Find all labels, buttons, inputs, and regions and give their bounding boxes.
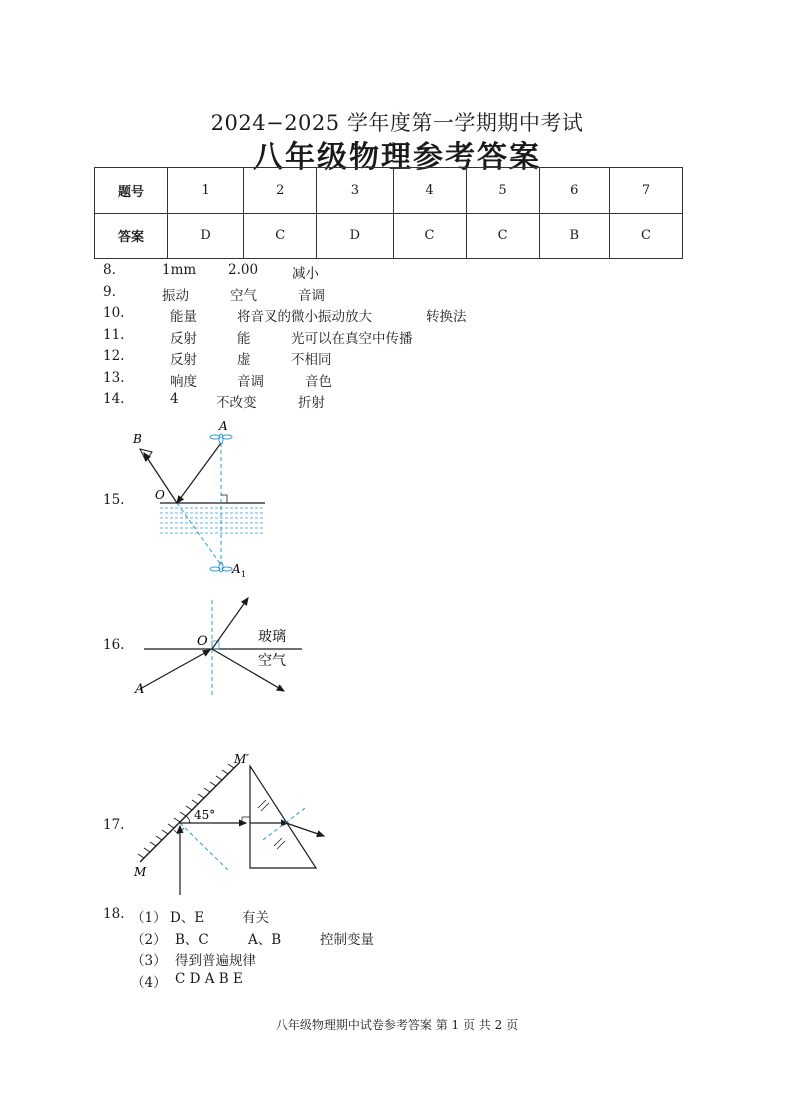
answer-part: 响度 — [170, 374, 197, 390]
answer-part: 控制变量 — [320, 932, 374, 948]
virtual-ray-line — [177, 503, 221, 565]
angle-label: 45° — [194, 808, 216, 822]
table-header-answer: 答案 — [95, 213, 168, 259]
question-number: 12. — [103, 348, 125, 364]
table-cell: D — [168, 213, 244, 259]
answer-part: A、B — [248, 932, 282, 948]
table-cell: B — [539, 213, 609, 259]
answer-part: 反射 — [170, 352, 197, 368]
answer-part: 转换法 — [426, 309, 467, 325]
question-number: 11. — [103, 327, 125, 343]
question-number: 18. — [103, 906, 125, 922]
question-number: 10. — [103, 305, 125, 321]
answer-part: 空气 — [230, 288, 257, 304]
answer-part: 能量 — [170, 309, 197, 325]
answer-part: 有关 — [242, 910, 269, 926]
table-cell: 6 — [539, 168, 609, 214]
answer-key-title: 八年级物理参考答案 — [253, 140, 541, 175]
answer-part: 得到普遍规律 — [175, 953, 256, 969]
table-cell: 2 — [244, 168, 317, 214]
question-number: 14. — [103, 391, 125, 407]
answer-part: 反射 — [170, 331, 197, 347]
table-cell: 7 — [609, 168, 682, 214]
answer-part: 虚 — [237, 352, 251, 368]
table-cell: 1 — [168, 168, 244, 214]
label-A1: A — [232, 562, 241, 576]
mirror-normal-dashed-line — [180, 823, 228, 870]
table-row — [95, 168, 683, 214]
table-cell: C — [609, 213, 682, 259]
sub-label: （4） — [131, 975, 167, 991]
answer-part: 不相同 — [291, 352, 332, 368]
figure-17-mirror-prism-diagram — [128, 750, 338, 900]
glass-prism — [250, 766, 316, 868]
table-cell: C — [393, 213, 466, 259]
answer-part: B、C — [175, 932, 209, 948]
question-number-15: 15. — [103, 492, 125, 508]
label-A: A — [219, 419, 228, 433]
answer-part: 1mm — [162, 262, 197, 278]
table-cell: 4 — [393, 168, 466, 214]
figure-16-refraction-diagram — [130, 594, 310, 704]
answer-part: 折射 — [298, 395, 325, 411]
label-B: B — [133, 432, 142, 446]
table-cell: D — [317, 213, 393, 259]
exam-title: 2024−2025 学年度第一学期期中考试 — [210, 111, 584, 135]
answer-part: 能 — [237, 331, 251, 347]
label-A: A — [135, 682, 145, 697]
glass-texture — [258, 800, 285, 849]
right-angle-mark — [242, 817, 250, 823]
incident-ray — [177, 443, 221, 503]
table-header-number: 题号 — [95, 168, 168, 214]
water-dashed-lines — [160, 508, 265, 533]
label-O: O — [197, 634, 208, 649]
answer-part: 将音叉的微小振动放大 — [237, 309, 372, 325]
page-footer: 八年级物理期中试卷参考答案 第 1 页 共 2 页 — [275, 1018, 519, 1032]
label-A1-subscript: 1 — [241, 570, 247, 579]
plane-mirror — [140, 762, 240, 862]
question-number: 9. — [103, 284, 116, 300]
sub-label: （2） — [131, 932, 167, 948]
answer-part: 2.00 — [228, 262, 259, 278]
dragonfly-icon — [210, 434, 232, 444]
answer-part: C D A B E — [175, 971, 243, 987]
table-cell: C — [466, 213, 539, 259]
answer-part: 振动 — [162, 288, 189, 304]
table-cell: 5 — [466, 168, 539, 214]
answer-part: 音调 — [298, 288, 325, 304]
sub-label: （1） — [131, 910, 167, 926]
right-angle-mark — [221, 495, 227, 503]
table-cell: 3 — [317, 168, 393, 214]
prism-normal-dashed-line — [263, 808, 305, 840]
answer-part: 音调 — [237, 374, 264, 390]
answer-part: 光可以在真空中传播 — [291, 331, 413, 347]
label-M: M — [134, 865, 147, 879]
refracted-ray — [212, 598, 248, 649]
question-number: 8. — [103, 262, 116, 278]
question-number: 13. — [103, 370, 125, 386]
answer-table — [94, 167, 683, 259]
right-angle-mark — [174, 828, 184, 834]
label-O: O — [155, 488, 165, 502]
label-glass: 玻璃 — [258, 629, 286, 645]
answer-part: D、E — [170, 910, 205, 926]
incident-ray — [140, 650, 210, 689]
answer-part: 减小 — [292, 266, 319, 282]
answer-part: 4 — [170, 391, 179, 407]
answer-part: 不改变 — [216, 395, 257, 411]
table-cell: C — [244, 213, 317, 259]
figure-15-reflection-diagram — [120, 415, 280, 585]
sub-label: （3） — [131, 953, 167, 969]
answer-part: 音色 — [305, 374, 332, 390]
label-air: 空气 — [258, 653, 286, 669]
angle-arc — [186, 816, 190, 823]
mirror-hatching — [138, 764, 234, 858]
question-number-16: 16. — [103, 637, 125, 653]
table-row — [95, 213, 683, 259]
label-M-prime: M′ — [234, 752, 250, 766]
question-number-17: 17. — [103, 817, 125, 833]
